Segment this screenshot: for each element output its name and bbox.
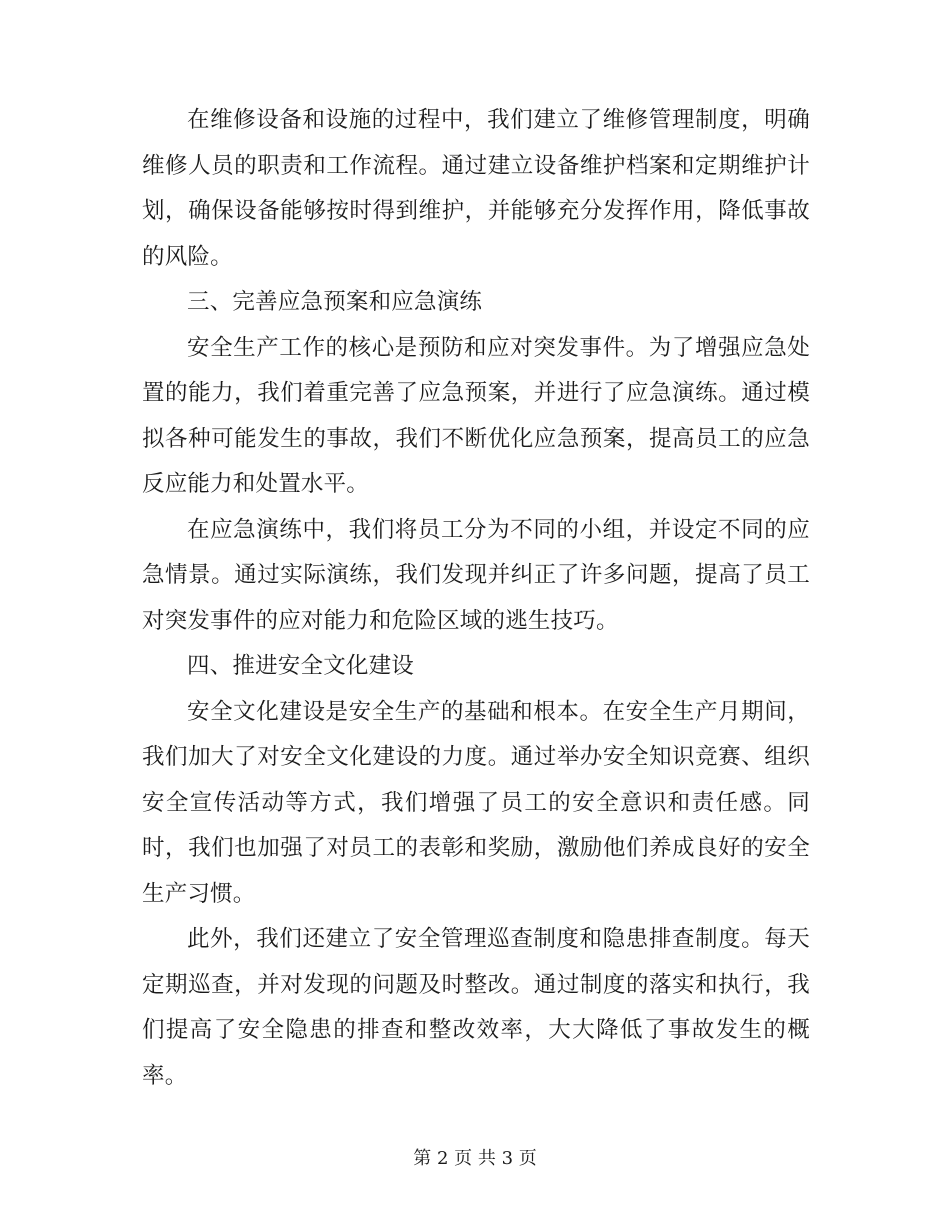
paragraph-inspection: 此外，我们还建立了安全管理巡查制度和隐患排查制度。每天定期巡查，并对发现的问题及时整改。通过制度的落实和执行，我们提高了安全隐患的排查和整改效率，大大降低了事故发生的概率。 [142, 926, 810, 1089]
page-footer [0, 1145, 950, 1173]
document-body [142, 98, 810, 1099]
section-heading-emergency: 三、完善应急预案和应急演练 [187, 289, 483, 315]
page-number-label: 第 2 页 共 3 页 [413, 1148, 537, 1169]
paragraph-emergency-core: 安全生产工作的核心是预防和应对突发事件。为了增强应急处置的能力，我们着重完善了应急预案，并进行了应急演练。通过模拟各种可能发生的事故，我们不断优化应急预案，提高员工的应急反应能力和处置水平。 [142, 334, 810, 497]
paragraph-safety-culture: 安全文化建设是安全生产的基础和根本。在安全生产月期间，我们加大了对安全文化建设的力度。通过举办安全知识竞赛、组织安全宣传活动等方式，我们增强了员工的安全意识和责任感。同时，我们也加强了对员工的表彰和奖励，激励他们养成良好的安全生产习惯。 [142, 698, 810, 907]
section-heading-safety-culture: 四、推进安全文化建设 [187, 653, 415, 679]
paragraph-emergency-drill: 在应急演练中，我们将员工分为不同的小组，并设定不同的应急情景。通过实际演练，我们发现并纠正了许多问题，提高了员工对突发事件的应对能力和危险区域的逃生技巧。 [142, 516, 810, 634]
paragraph-maintenance: 在维修设备和设施的过程中，我们建立了维修管理制度，明确维修人员的职责和工作流程。通过建立设备维护档案和定期维护计划，确保设备能够按时得到维护，并能够充分发挥作用，降低事故的风险。 [142, 107, 810, 270]
